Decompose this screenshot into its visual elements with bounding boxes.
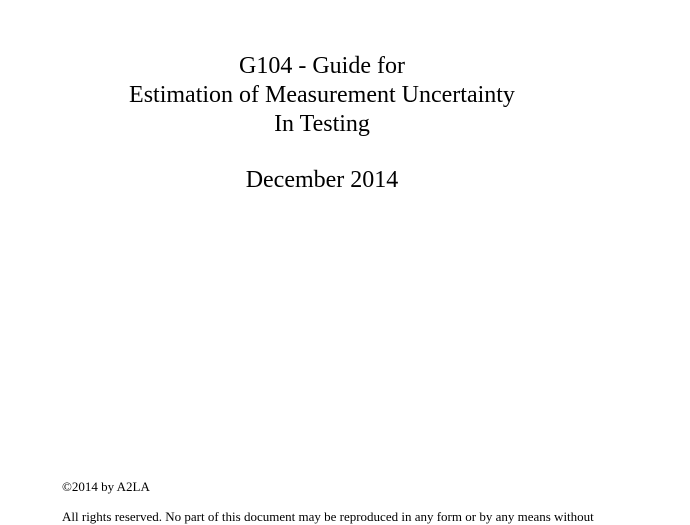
document-date: December 2014 [245,167,399,193]
title-line-3: In Testing [274,111,370,137]
document-title [0,52,644,139]
title-line-2: Estimation of Measurement Uncertainty [129,82,515,108]
copyright-notice: ©2014 by A2LA [62,479,150,494]
rights-reserved-notice: All rights reserved. No part of this document may be reproduced in any form or by any means without [62,509,594,524]
title-line-1: G104 - Guide for [239,53,405,79]
